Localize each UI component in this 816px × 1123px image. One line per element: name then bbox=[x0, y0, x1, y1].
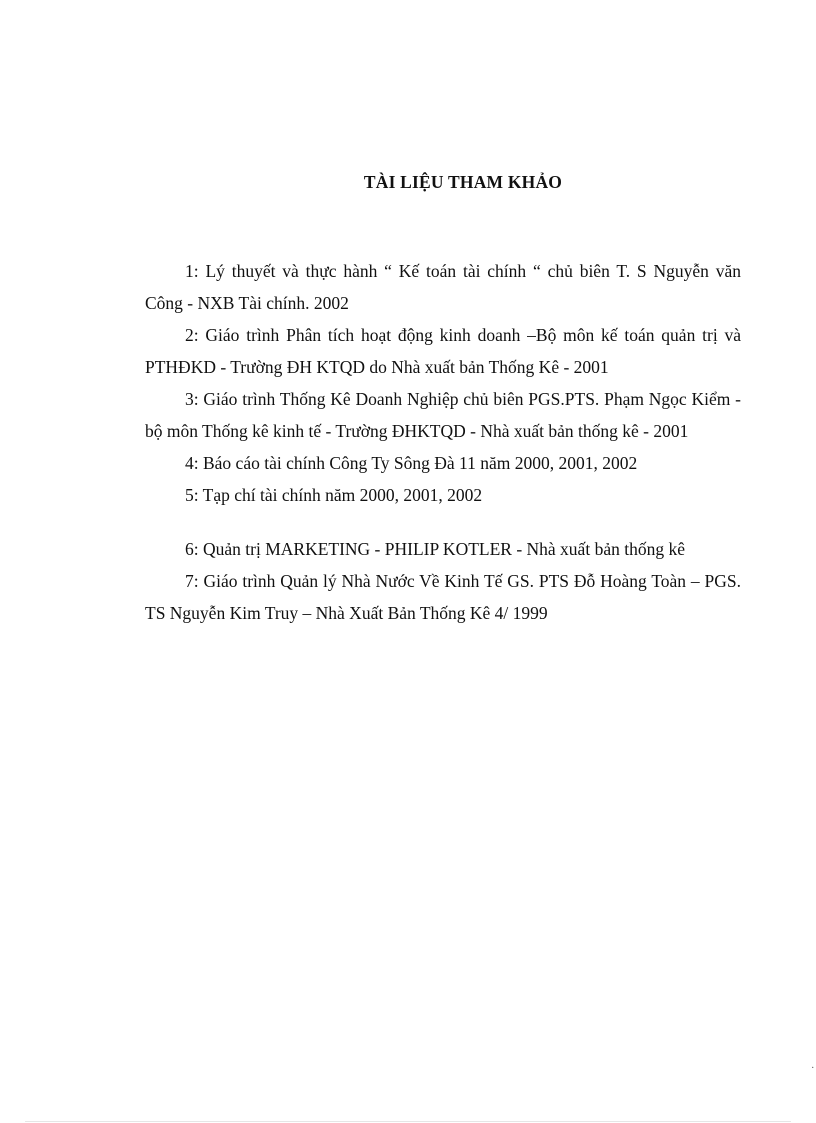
reference-item-6: 6: Quản trị MARKETING - PHILIP KOTLER - Nhà xuất bản thống kê bbox=[185, 539, 685, 559]
corner-mark: . bbox=[811, 1060, 814, 1071]
reference-item-1: 1: Lý thuyết và thực hành “ Kế toán tài chính “ chủ biên T. S Nguyễn văn Công - NXB Tài chính. 2002 bbox=[145, 261, 741, 313]
reference-item-4: 4: Báo cáo tài chính Công Ty Sông Đà 11 năm 2000, 2001, 2002 bbox=[185, 453, 638, 473]
reference-item-5: 5: Tạp chí tài chính năm 2000, 2001, 2002 bbox=[185, 485, 483, 505]
reference-item-3: 3: Giáo trình Thống Kê Doanh Nghiệp chủ biên PGS.PTS. Phạm Ngọc Kiểm - bộ môn Thống kê kinh tế - Trường ĐHKTQD - Nhà xuất bản thống kê - 2001 bbox=[145, 389, 741, 441]
reference-item-2: 2: Giáo trình Phân tích hoạt động kinh doanh –Bộ môn kế toán quản trị và PTHĐKD - Trường ĐH KTQD do Nhà xuất bản Thống Kê - 2001 bbox=[145, 325, 741, 377]
reference-list bbox=[145, 255, 741, 629]
reference-item-7: 7: Giáo trình Quản lý Nhà Nước Về Kinh Tế GS. PTS Đỗ Hoàng Toàn – PGS. TS Nguyễn Kim Truy – Nhà Xuất Bản Thống Kê 4/ 1999 bbox=[145, 571, 741, 623]
page-title: TÀI LIỆU THAM KHẢO bbox=[363, 172, 563, 192]
page-bottom-divider bbox=[25, 1121, 791, 1122]
